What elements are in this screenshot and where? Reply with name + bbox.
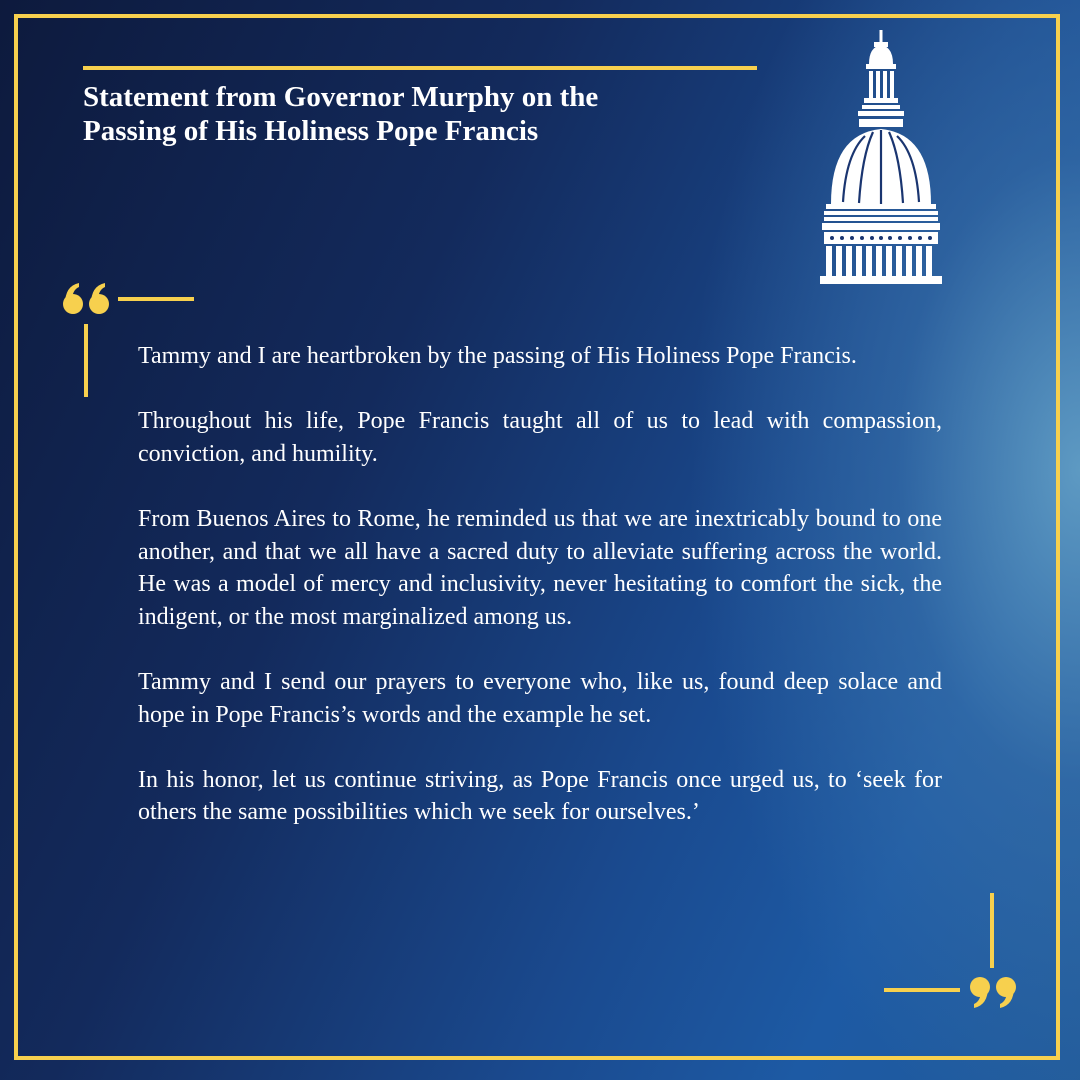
title-divider — [83, 66, 757, 70]
statement-paragraph-2: Throughout his life, Pope Francis taught all of us to lead with compassion, conviction, and humility. — [138, 408, 942, 467]
statement-paragraph-5: In his honor, let us continue striving, as Pope Francis once urged us, to ‘seek for others the same possibilities which we seek for ourselves.’ — [138, 766, 942, 826]
statement-paragraph-1: Tammy and I are heartbroken by the passing of His Holiness Pope Francis. — [138, 343, 857, 369]
close-quote-icon — [884, 893, 1019, 1008]
statement-paragraph-3: From Buenos Aires to Rome, he reminded us that we are inextricably bound to one another, and that we all have a sacred duty to alleviate suffering across the world. He was a model of mercy and inclusivity, never hesitating to comfort the sick, the indigent, or the most marginalized among us. — [138, 505, 942, 630]
statement-title: Statement from Governor Murphy on the Passing of His Holiness Pope Francis — [83, 81, 599, 147]
statement-paragraph-4: Tammy and I send our prayers to everyone who, like us, found deep solace and hope in Pope Francis’s words and the example he set. — [138, 668, 942, 728]
statement-body — [138, 340, 942, 862]
capitol-dome-icon — [818, 30, 944, 286]
